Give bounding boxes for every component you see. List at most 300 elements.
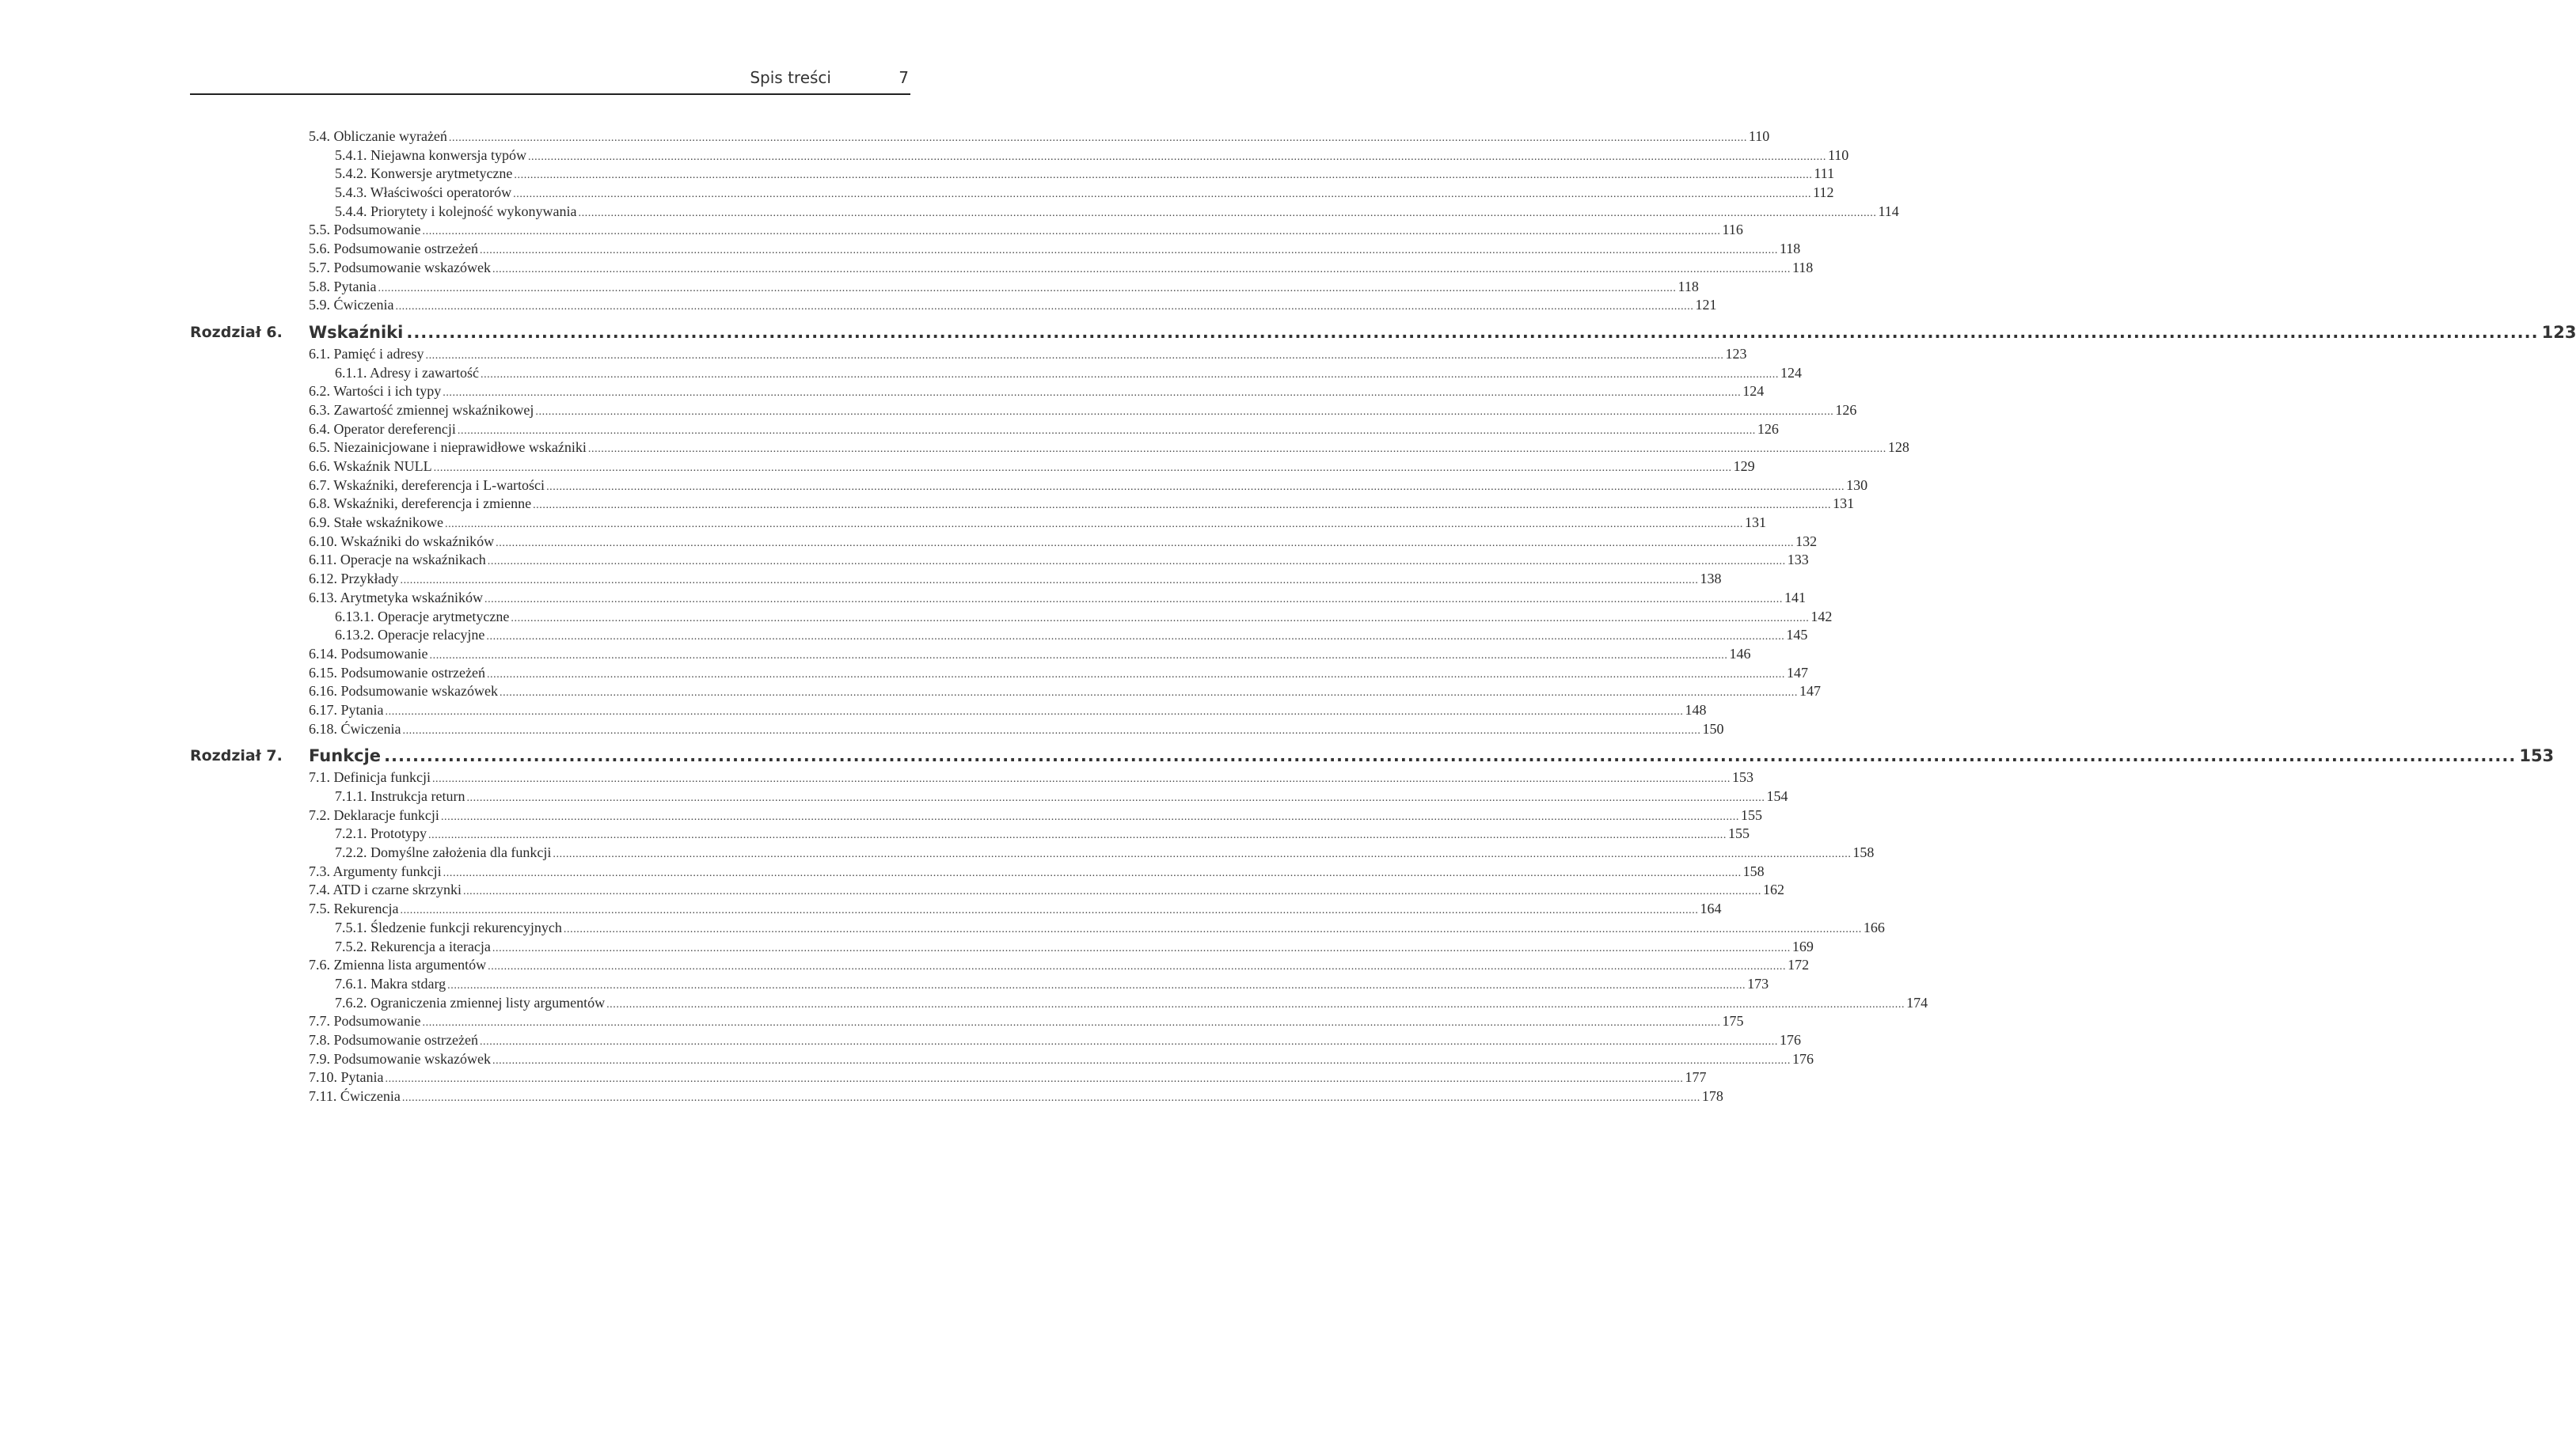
toc-entry[interactable] [309, 278, 1699, 297]
toc-entry-page-number: 126 [1835, 401, 1857, 418]
toc-entry-page-number: 118 [1791, 259, 1814, 275]
toc-entry-title [335, 146, 526, 165]
toc-entry-title [309, 900, 398, 919]
toc-entry-title [309, 1050, 491, 1069]
toc-entry-number: 6.15. [309, 664, 337, 681]
dot-leader: ................................................................................................................................................................................................................................................................................................................................................................................................................ [457, 424, 1756, 437]
toc-entry-page-number: 158 [1852, 844, 1875, 861]
toc-entry-number: 6.8. [309, 495, 330, 512]
toc-entry-number: 6.1.1. [335, 364, 367, 381]
toc-entry-title [309, 278, 377, 297]
toc-entry-text: Definicja funkcji [333, 769, 431, 786]
toc-entry-text: Argumenty funkcji [332, 863, 442, 879]
toc-entry-page-number: 145 [1786, 627, 1808, 643]
toc-entry-text: Niejawna konwersja typów [370, 146, 526, 163]
toc-entry-page-number: 124 [1742, 383, 1765, 400]
toc-entry[interactable] [309, 420, 1779, 439]
toc-entry-page-number: 116 [1722, 222, 1743, 238]
toc-entry-text: Wskaźniki do wskaźników [340, 533, 495, 549]
toc-entry[interactable] [309, 514, 1766, 533]
toc-entry-text: Właściwości operatorów [370, 184, 512, 201]
toc-entry-page-number: 176 [1779, 1031, 1801, 1048]
toc-entry-text: ATD i czarne skrzynki [332, 882, 462, 898]
toc-entry-title [309, 457, 432, 476]
toc-entry-text: Operacje na wskaźnikach [340, 552, 486, 568]
dot-leader: ................................................................................................................................................................................................................................................................................................................................................................................................................ [533, 499, 1832, 512]
toc-entry[interactable] [309, 127, 1770, 146]
toc-entry[interactable] [309, 570, 1722, 589]
toc-entry[interactable] [335, 938, 1814, 957]
dot-leader: ................................................................................................................................................................................................................................................................................................................................................................................................................ [479, 1035, 1778, 1048]
toc-entry-text: Pytania [340, 701, 384, 718]
toc-entry-number: 7.6. [309, 957, 330, 973]
toc-entry[interactable] [335, 203, 1899, 222]
toc-entry-number: 5.5. [309, 222, 330, 238]
toc-entry-text: Instrukcja return [370, 788, 465, 804]
toc-entry-title [309, 768, 431, 787]
toc-entry-title [309, 645, 428, 664]
toc-entry-number: 6.10. [309, 533, 337, 549]
toc-entry-text: Podsumowanie wskazówek [340, 683, 498, 700]
dot-leader: ................................................................................................................................................................................................................................................................................................................................................................................................................ [487, 556, 1786, 568]
toc-entry-page-number: 174 [1906, 994, 1928, 1011]
toc-entry-number: 7.5. [309, 901, 330, 917]
toc-entry[interactable] [309, 1012, 1744, 1031]
toc-entry[interactable] [309, 495, 1855, 514]
toc-chapter [190, 320, 2576, 738]
toc-entry-page-number: 110 [1827, 146, 1849, 163]
toc-entry-title [335, 844, 551, 863]
toc-entry-number: 6.7. [309, 476, 330, 493]
toc-entry-page-number: 131 [1744, 514, 1766, 531]
dot-leader: ................................................................................................................................................................................................................................................................................................................................................................................................................ [400, 575, 1699, 587]
toc-entry-number: 7.2. [309, 806, 330, 823]
toc-entry-text: Domyślne założenia dla funkcji [370, 844, 552, 861]
toc-entry-number: 7.8. [309, 1031, 330, 1048]
toc-entry-title [309, 1031, 478, 1050]
toc-entry-text: Prototypy [370, 825, 427, 842]
toc-entry-text: Wskaźniki, dereferencja i L-wartości [333, 476, 545, 493]
dot-leader: ................................................................................................................................................................................................................................................................................................................................................................................................................ [466, 792, 1765, 804]
toc-entry-text: Pamięć i adresy [333, 345, 424, 362]
toc-entry-text: Ćwiczenia [333, 297, 394, 313]
toc-entry-page-number: 158 [1742, 863, 1765, 879]
toc-entry-text: Podsumowanie [340, 645, 428, 662]
toc-entry-title [309, 720, 401, 739]
toc-entry-number: 6.4. [309, 420, 330, 437]
toc-entry[interactable] [309, 645, 1751, 664]
dot-leader: ................................................................................................................................................................................................................................................................................................................................................................................................................ [444, 518, 1743, 531]
toc-entry-page-number: 172 [1788, 957, 1810, 973]
toc-entry-number: 7.7. [309, 1013, 330, 1030]
chapter-heading[interactable] [190, 743, 2555, 768]
toc-entry[interactable] [309, 382, 1765, 401]
toc-entry-text: Operator dereferencji [333, 420, 456, 437]
chapter-heading[interactable] [190, 320, 2576, 345]
dot-leader: ................................................................................................................................................................................................................................................................................................................................................................................................................ [479, 245, 1778, 257]
toc-entry-title [335, 184, 511, 203]
toc-entry-number: 7.2.1. [335, 825, 367, 842]
toc-entry[interactable] [335, 787, 1788, 806]
toc-entry-number: 7.9. [309, 1050, 330, 1067]
dot-leader: ................................................................................................................................................................................................................................................................................................................................................................................................................ [492, 263, 1791, 275]
toc-entry-number: 6.5. [309, 439, 330, 456]
toc-entry-number: 5.4.4. [335, 203, 367, 219]
dot-leader: ................................................................................................................................................................................................................................................................................................................................................................................................................ [514, 169, 1813, 182]
toc-entry-number: 5.4.2. [335, 165, 367, 182]
toc-entry-text: Wskaźnik NULL [333, 458, 432, 474]
toc-entry-page-number: 118 [1779, 241, 1801, 257]
header-page-number: 7 [899, 68, 909, 87]
toc-entry-text: Śledzenie funkcji rekurencyjnych [370, 919, 562, 935]
toc-entry-text: Priorytety i kolejność wykonywania [370, 203, 577, 219]
dot-leader: ................................................................................................................................................................................................................................................................................................................................................................................................................ [527, 150, 1826, 163]
toc-entry-number: 5.8. [309, 278, 330, 294]
dot-leader: ............................................................................................................................................................................................................................................................................................................ [406, 322, 2539, 342]
toc-entry-page-number: 146 [1729, 645, 1751, 662]
toc-entry-text: Rekurencja a iteracja [370, 938, 491, 954]
dot-leader: ................................................................................................................................................................................................................................................................................................................................................................................................................ [395, 301, 1694, 313]
toc-entry-page-number: 154 [1766, 788, 1788, 804]
toc-entry-title [309, 1012, 421, 1031]
toc-entry-page-number: 142 [1810, 608, 1833, 624]
dot-leader: ................................................................................................................................................................................................................................................................................................................................................................................................................ [486, 668, 1785, 681]
toc-entry-page-number: 126 [1757, 420, 1779, 437]
toc-entry-number: 7.2.2. [335, 844, 367, 861]
toc-entry-text: Ograniczenia zmiennej listy argumentów [370, 994, 606, 1011]
dot-leader: ................................................................................................................................................................................................................................................................................................................................................................................................................ [546, 480, 1845, 493]
toc-entry-text: Pytania [333, 278, 377, 294]
dot-leader: ................................................................................................................................................................................................................................................................................................................................................................................................................ [443, 387, 1742, 400]
toc-entry-text: Zmienna lista argumentów [333, 957, 487, 973]
toc-entry-title [335, 364, 479, 383]
toc-entry-number: 7.6.2. [335, 994, 367, 1011]
toc-entry-text: Ćwiczenia [340, 720, 401, 737]
toc-entry-page-number: 173 [1747, 975, 1769, 992]
toc-entry-text: Pytania [340, 1069, 384, 1086]
toc-entry-title [309, 956, 486, 975]
toc-entry[interactable] [335, 626, 1808, 645]
toc-entry-title [309, 1087, 401, 1106]
toc-entry-title [309, 1068, 384, 1087]
dot-leader: ................................................................................................................................................................................................................................................................................................................................................................................................................ [486, 631, 1785, 643]
chapter-title: Funkcje [309, 746, 382, 766]
dot-leader: ................................................................................................................................................................................................................................................................................................................................................................................................................ [429, 649, 1728, 662]
dot-leader: ................................................................................................................................................................................................................................................................................................................................................................................................................ [443, 867, 1742, 879]
toc-entry-text: Adresy i zawartość [370, 364, 479, 381]
toc-entry[interactable] [309, 1050, 1814, 1069]
toc-entry[interactable] [335, 146, 1849, 165]
toc-entry-number: 6.18. [309, 720, 337, 737]
toc-chapter [190, 127, 1899, 315]
toc-entry-page-number: 132 [1795, 533, 1818, 549]
toc-entry-title [309, 221, 421, 240]
toc-entry-page-number: 112 [1813, 184, 1834, 201]
dot-leader: ................................................................................................................................................................................................................................................................................................................................................................................................................ [488, 961, 1787, 973]
dot-leader: ................................................................................................................................................................................................................................................................................................................................................................................................................ [433, 462, 1732, 474]
toc-entry-title [309, 382, 441, 401]
dot-leader: ................................................................................................................................................................................................................................................................................................................................................................................................................ [462, 886, 1761, 898]
dot-leader: ................................................................................................................................................................................................................................................................................................................................................................................................................ [563, 923, 1862, 935]
toc-entry-text: Podsumowanie [333, 222, 421, 238]
toc-entry-text: Deklaracje funkcji [333, 806, 439, 823]
toc-entry[interactable] [335, 994, 1928, 1013]
dot-leader: ................................................................................................................................................................................................................................................................................................................................................................................................................ [511, 612, 1810, 624]
dot-leader: ................................................................................................................................................................................................................................................................................................................................................................................................................ [578, 207, 1877, 219]
dot-leader: ................................................................................................................................................................................................................................................................................................................................................................................................................ [448, 132, 1747, 144]
toc-entry-page-number: 111 [1814, 165, 1835, 182]
dot-leader: ................................................................................................................................................................................................................................................................................................................................................................................................................ [606, 998, 1905, 1011]
toc-entry-title [309, 570, 398, 589]
toc-entry-title [335, 994, 605, 1013]
toc-entry-title [335, 975, 446, 994]
toc-entry-title [309, 401, 534, 420]
toc-entry-text: Konwersje arytmetyczne [370, 165, 513, 182]
toc-entry-text: Wskaźniki, dereferencja i zmienne [333, 495, 532, 512]
dot-leader: ................................................................................................................................................................................................................................................................................................................................................................................................................ [447, 979, 1746, 992]
toc-entry-number: 7.10. [309, 1069, 337, 1086]
toc-entry[interactable] [309, 768, 1753, 787]
toc-entry-text: Wartości i ich typy [333, 383, 442, 400]
toc-entry-text: Podsumowanie ostrzeżeń [333, 1031, 478, 1048]
toc-entry-number: 6.11. [309, 552, 337, 568]
toc-entry[interactable] [309, 1031, 1801, 1050]
toc-entry-number: 5.4. [309, 128, 330, 144]
toc-entry-title [335, 825, 427, 844]
toc-entry-page-number: 121 [1695, 297, 1717, 313]
toc-entry[interactable] [309, 457, 1755, 476]
toc-entry-number: 7.4. [309, 882, 330, 898]
toc-entry-title [335, 203, 576, 222]
toc-entry[interactable] [309, 664, 1808, 683]
dot-leader: ................................................................................................................................................................................................................................................................................................................................................................................................................ [422, 1017, 1721, 1030]
dot-leader: ................................................................................................................................................................................................................................................................................................................................................................................................................ [492, 1054, 1791, 1067]
toc-entry[interactable] [309, 296, 1717, 315]
toc-entry-page-number: 178 [1701, 1088, 1723, 1104]
toc-entry-number: 5.7. [309, 259, 330, 275]
toc-entry[interactable] [309, 259, 1814, 278]
toc-entry[interactable] [309, 589, 1806, 608]
toc-entry-page-number: 162 [1762, 882, 1784, 898]
toc-entry-text: Przykłady [340, 571, 399, 587]
toc-entry-page-number: 123 [1725, 345, 1747, 362]
toc-entry[interactable] [309, 701, 1707, 720]
toc-entry-page-number: 155 [1740, 806, 1762, 823]
dot-leader: ................................................................................................................................................................................................................................................................................................................................................................................................................ [385, 705, 1684, 718]
toc-entry-page-number: 148 [1685, 701, 1707, 718]
toc-entry[interactable] [335, 975, 1769, 994]
toc-entry-page-number: 147 [1799, 683, 1821, 700]
toc-entry[interactable] [309, 1087, 1723, 1106]
toc-entry-number: 7.5.1. [335, 919, 367, 935]
toc-entry-number: 5.4.1. [335, 146, 367, 163]
toc-entry-text: Podsumowanie ostrzeżeń [340, 664, 485, 681]
dot-leader: ................................................................................................................................................................................................................................................................................................................................................................................................................ [402, 724, 1701, 737]
toc-entry-title [335, 919, 562, 938]
toc-entry-title [309, 664, 485, 683]
toc-entry[interactable] [309, 682, 1821, 701]
toc-entry-page-number: 129 [1733, 458, 1755, 474]
chapter-label: Rozdział 7. [190, 747, 283, 765]
toc-entry-title [309, 589, 483, 608]
toc-entry-title [309, 533, 494, 552]
toc-entry-title [309, 881, 462, 900]
toc-entry-number: 7.6.1. [335, 975, 367, 992]
toc-entry-page-number: 114 [1878, 203, 1899, 219]
toc-entry[interactable] [309, 240, 1801, 259]
toc-entry-number: 6.17. [309, 701, 337, 718]
toc-entry-page-number: 124 [1780, 364, 1802, 381]
toc-entry-page-number: 176 [1791, 1050, 1814, 1067]
toc-entry[interactable] [309, 1068, 1707, 1087]
toc-entry-number: 6.13.2. [335, 627, 374, 643]
toc-entry-text: Stałe wskaźnikowe [333, 514, 443, 531]
toc-entry-number: 6.6. [309, 458, 330, 474]
toc-entry-text: Ćwiczenia [340, 1088, 401, 1104]
toc-entry[interactable] [335, 844, 1875, 863]
toc-entry[interactable] [335, 184, 1834, 203]
toc-entry-title [335, 938, 491, 957]
dot-leader: ................................................................................................................................................................................................................................................................................................................................................................................................................ [480, 368, 1779, 381]
chapter-page-number: 153 [2519, 746, 2555, 766]
toc-entry[interactable] [309, 476, 1868, 495]
running-header [190, 65, 910, 95]
toc-entry-text: Podsumowanie wskazówek [333, 1050, 491, 1067]
dot-leader: ................................................................................................................................................................................................................................................................................................................................................................................................................ [440, 810, 1739, 823]
dot-leader: ................................................................................................................................................................................................................................................................................................................................................................................................................ [535, 405, 1834, 418]
toc-chapter [190, 743, 2555, 1106]
dot-leader: ................................................................................................................................................................................................................................................................................................................................................................................................................ [553, 848, 1852, 861]
toc-entry-page-number: 118 [1677, 278, 1699, 294]
toc-entry[interactable] [309, 863, 1765, 882]
toc-entry[interactable] [309, 806, 1762, 825]
header-section-title: Spis treści [750, 68, 831, 87]
chapter-label: Rozdział 6. [190, 323, 283, 341]
toc-entry-number: 5.9. [309, 297, 330, 313]
toc-entry-page-number: 130 [1846, 476, 1868, 493]
toc-entry-title [309, 240, 478, 259]
toc-entry-page-number: 155 [1728, 825, 1750, 842]
toc-entry[interactable] [309, 533, 1818, 552]
toc-entry-title [335, 608, 509, 627]
toc-entry-page-number: 169 [1791, 938, 1814, 954]
dot-leader: ................................................................................................................................................................................................................................................................................................................................................................................................................ [422, 226, 1721, 238]
toc-entry[interactable] [309, 720, 1724, 739]
toc-entry-number: 7.5.2. [335, 938, 367, 954]
dot-leader: ................................................................................................................................................................................................................................................................................................................................................................................................................ [496, 537, 1795, 549]
toc-entry-text: Zawartość zmiennej wskaźnikowej [333, 401, 534, 418]
dot-leader: ................................................................................................................................................................................................................................................................................................................................................................................................................ [400, 905, 1699, 917]
dot-leader: ................................................................................................................................................................................................................................................................................................................................................................................................................ [401, 1092, 1700, 1104]
toc-entry-number: 6.1. [309, 345, 330, 362]
toc-entry-number: 6.14. [309, 645, 337, 662]
toc-entry-page-number: 166 [1863, 919, 1885, 935]
dot-leader: ................................................................................................................................................................................................................................................................................................................................................................................................................ [484, 593, 1783, 605]
dot-leader: ................................................................................................................................................................................................................................................................................................................................................................................................................ [587, 443, 1886, 456]
toc-entry[interactable] [335, 165, 1835, 184]
toc-entry[interactable] [309, 221, 1743, 240]
toc-entry-text: Rekurencja [333, 901, 399, 917]
toc-entry-title [335, 787, 465, 806]
toc-entry-title [335, 626, 484, 645]
dot-leader: ................................................................................................................................................................................................................................................................................................................................................................................................................ [425, 349, 1724, 362]
dot-leader: ................................................................................................................................................................................................................................................................................................................................................................................................................ [513, 188, 1812, 201]
toc-entry[interactable] [309, 401, 1857, 420]
toc-entry-page-number: 150 [1702, 720, 1724, 737]
toc-entry[interactable] [309, 551, 1809, 570]
toc-entry-number: 6.9. [309, 514, 330, 531]
toc-entry-number: 6.2. [309, 383, 330, 400]
toc-entry-text: Podsumowanie ostrzeżeń [333, 241, 478, 257]
toc-entry-number: 6.12. [309, 571, 337, 587]
toc-entry-title [309, 701, 384, 720]
dot-leader: ................................................................................................................................................................................................................................................................................................................................................................................................................ [428, 829, 1727, 842]
toc-entry-title [309, 514, 443, 533]
toc-entry-text: Podsumowanie [333, 1013, 421, 1030]
toc-entry-title [309, 682, 498, 701]
toc-entry-number: 6.13.1. [335, 608, 374, 624]
toc-entry-page-number: 138 [1700, 571, 1722, 587]
toc-entry-title [309, 345, 424, 364]
toc-entry[interactable] [335, 364, 1802, 383]
dot-leader: ............................................................................................................................................................................................................................................................................................................ [384, 746, 2517, 766]
toc-entry-number: 6.3. [309, 401, 330, 418]
toc-entry[interactable] [309, 956, 1810, 975]
toc-entry-text: Arytmetyka wskaźników [340, 589, 483, 605]
toc-entry-page-number: 164 [1700, 901, 1722, 917]
toc-entry-number: 7.11. [309, 1088, 337, 1104]
toc-entry-title [335, 165, 512, 184]
toc-entry-text: Obliczanie wyrażeń [333, 128, 447, 144]
toc-entry-number: 7.1. [309, 769, 330, 786]
toc-entry-title [309, 296, 393, 315]
table-of-contents [190, 127, 2576, 1106]
toc-entry-number: 6.13. [309, 589, 337, 605]
dot-leader: ................................................................................................................................................................................................................................................................................................................................................................................................................ [431, 773, 1731, 786]
toc-entry-text: Niezainicjowane i nieprawidłowe wskaźniki [333, 439, 587, 456]
toc-entry-title [309, 495, 531, 514]
toc-entry-page-number: 141 [1784, 589, 1806, 605]
toc-entry-page-number: 131 [1833, 495, 1855, 512]
toc-entry[interactable] [309, 438, 1909, 457]
toc-entry[interactable] [335, 608, 1833, 627]
toc-entry[interactable] [309, 900, 1722, 919]
toc-entry-title [309, 438, 587, 457]
toc-entry-text: Operacje relacyjne [378, 627, 485, 643]
toc-entry-title [309, 420, 456, 439]
toc-entry-title [309, 806, 439, 825]
toc-entry-number: 6.16. [309, 683, 337, 700]
toc-entry-text: Podsumowanie wskazówek [333, 259, 491, 275]
toc-entry-page-number: 175 [1722, 1013, 1744, 1030]
toc-entry-number: 7.3. [309, 863, 330, 879]
toc-entry-page-number: 177 [1685, 1069, 1707, 1086]
toc-entry-title [309, 551, 486, 570]
toc-entry[interactable] [309, 345, 1747, 364]
dot-leader: ................................................................................................................................................................................................................................................................................................................................................................................................................ [378, 282, 1677, 294]
toc-entry-page-number: 147 [1786, 664, 1808, 681]
toc-entry[interactable] [309, 881, 1784, 900]
toc-entry[interactable] [335, 919, 1885, 938]
toc-entry[interactable] [335, 825, 1750, 844]
chapter-title: Wskaźniki [309, 322, 404, 342]
toc-entry-page-number: 110 [1748, 128, 1770, 144]
dot-leader: ................................................................................................................................................................................................................................................................................................................................................................................................................ [499, 687, 1798, 700]
toc-entry-page-number: 153 [1731, 769, 1753, 786]
toc-entry-title [309, 127, 447, 146]
toc-entry-title [309, 863, 442, 882]
toc-entry-text: Operacje arytmetyczne [378, 608, 510, 624]
